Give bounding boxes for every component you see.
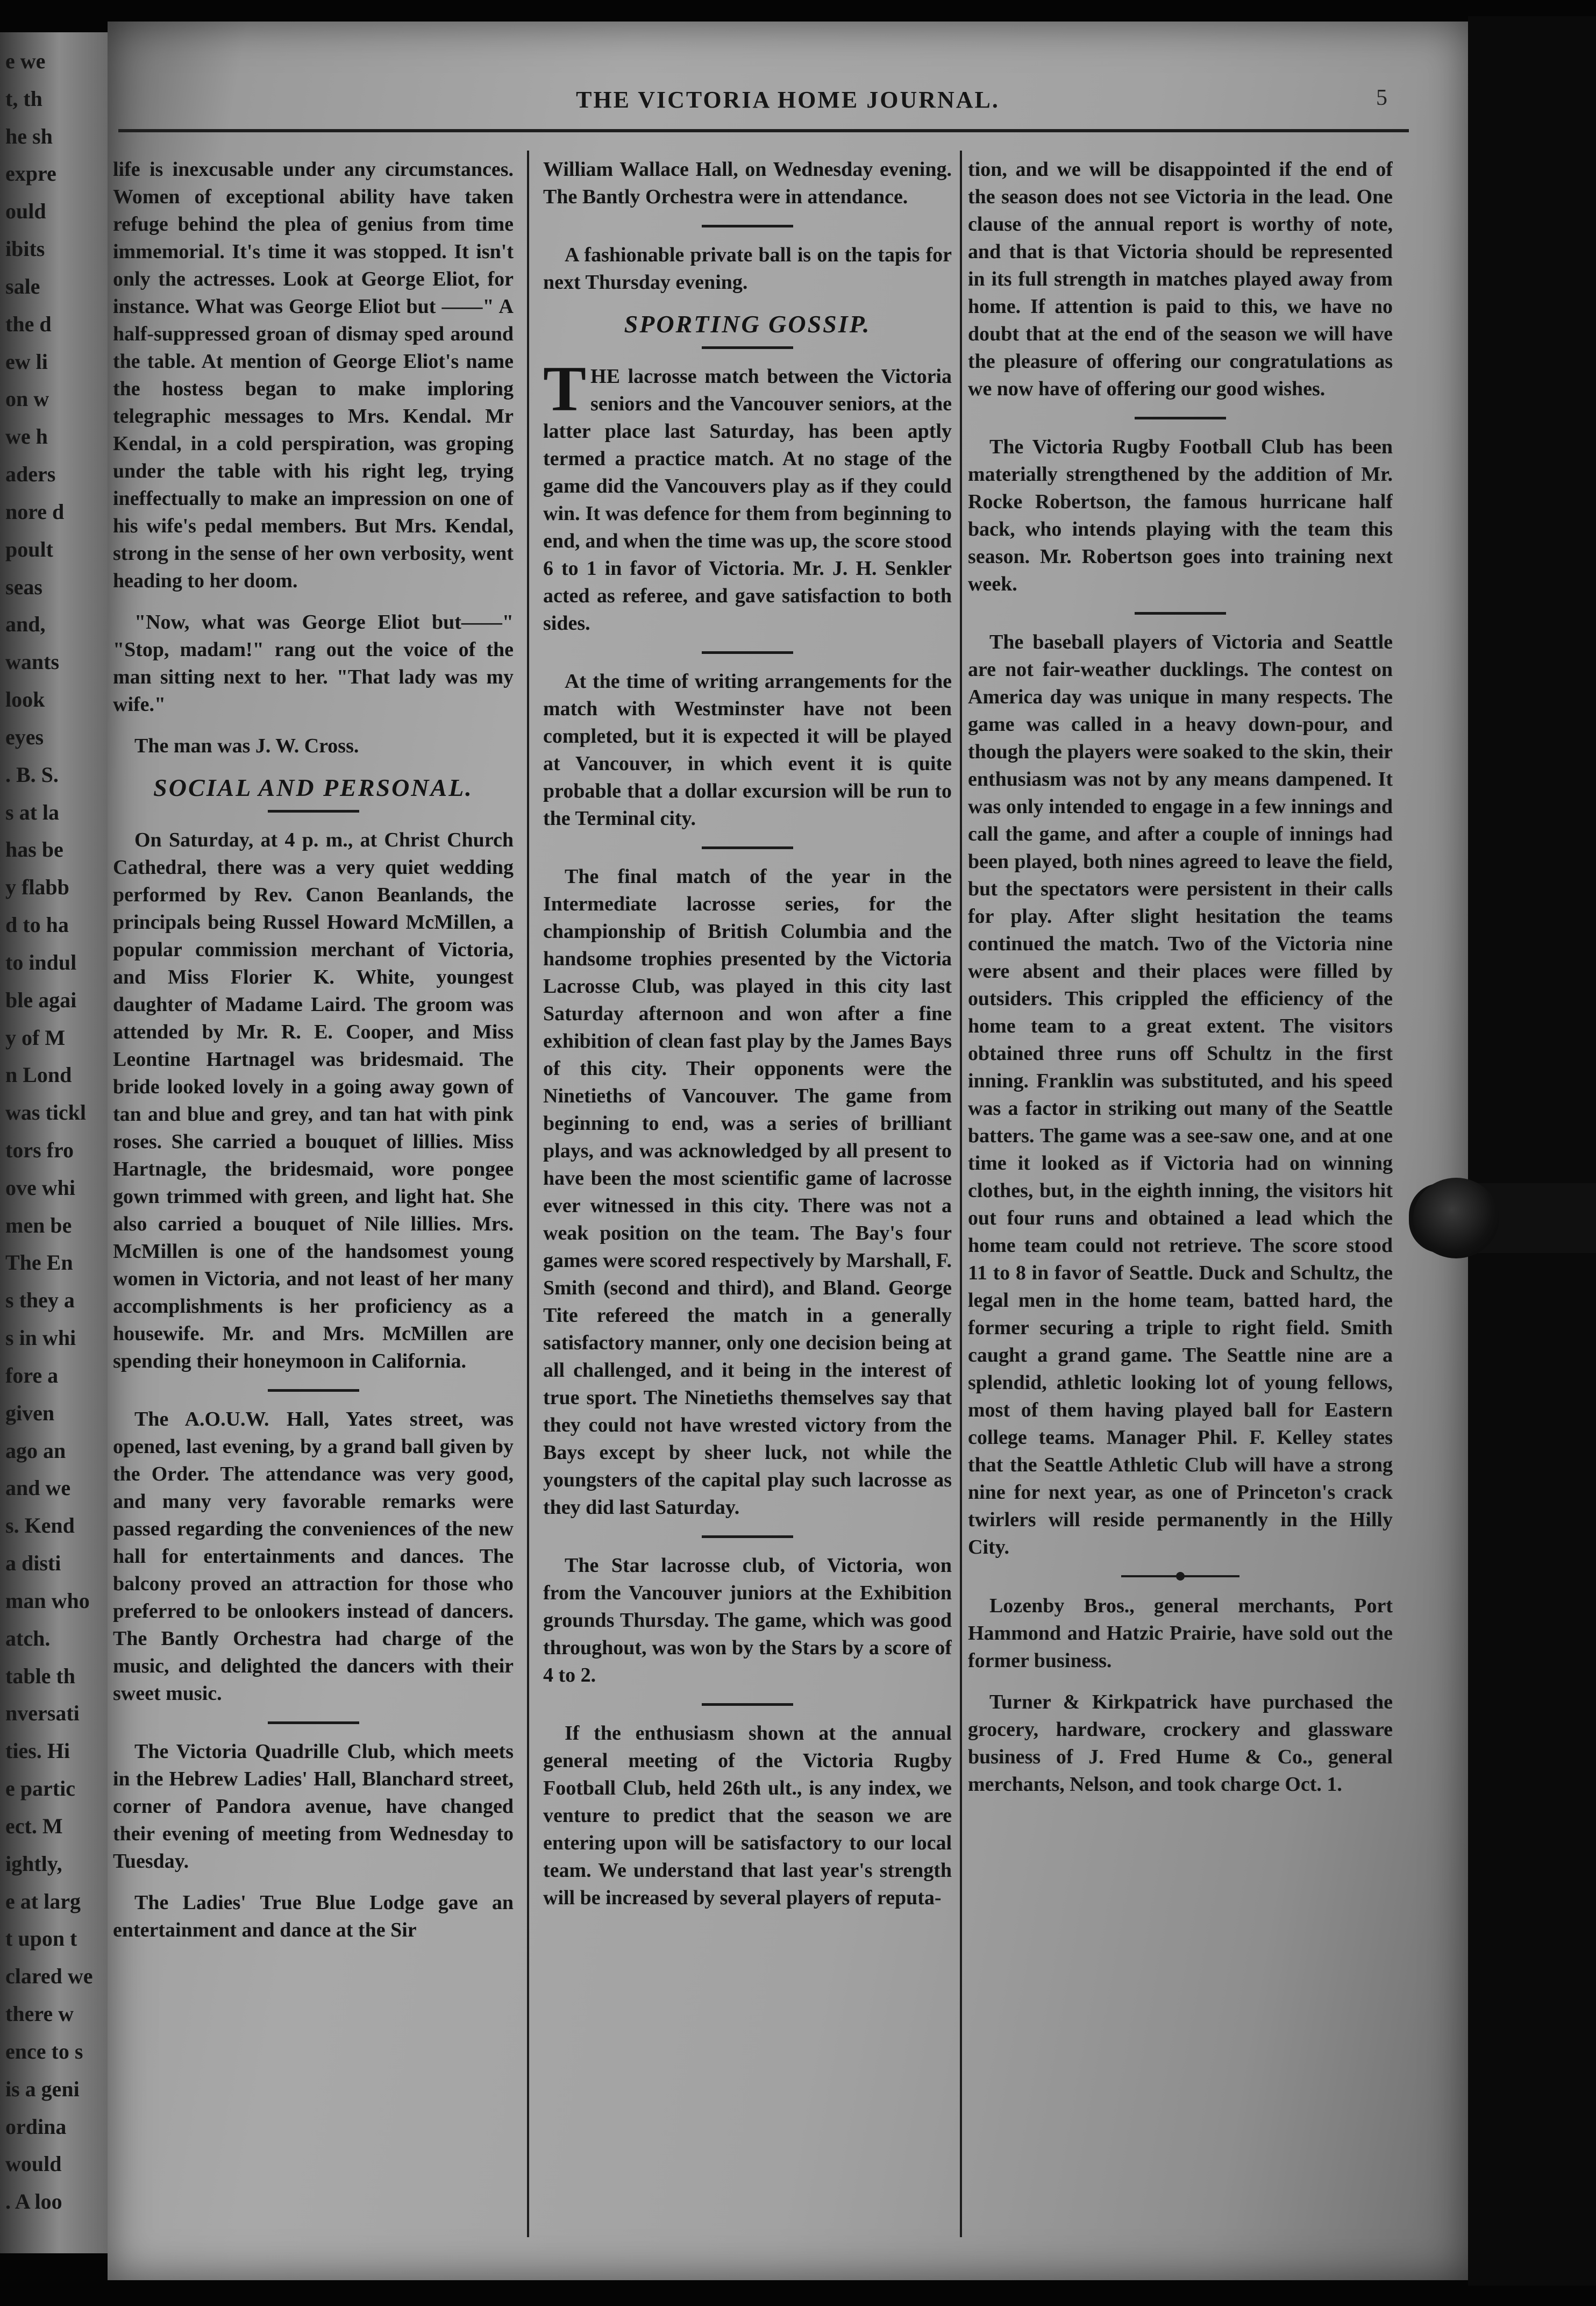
article-paragraph: The A.O.U.W. Hall, Yates street, was opened, last evening, by a grand ball given by the Order. The attendance was very good, and many very favorable remarks were passed regarding the conveniences of the new hall for entertainments and dances. The balcony proved an attraction for those who preferred to be onlookers instead of dancers. The Bantly Orchestra had charge of the music, and delighted the dancers with their sweet music. [113,1408,514,1705]
adjacent-page-text: s at la [5,800,59,824]
separator [702,651,793,654]
adjacent-page-text: sale [5,274,40,298]
adjacent-page-text: ordina [5,2114,67,2139]
adjacent-page-text: ould [5,199,46,224]
article-paragraph: A fashionable private ball is on the tapis for next Thursday evening. [543,244,952,294]
adjacent-page-text: y of M [5,1025,66,1050]
section-heading: SPORTING GOSSIP. [624,310,871,338]
article-paragraph: "Now, what was George Eliot but——" "Stop, madam!" rang out the voice of the man sitting next to her. "That lady was my wife." [113,611,514,716]
adjacent-page-text: ties. Hi [5,1739,70,1763]
adjacent-page-text: e we [5,49,46,73]
separator [1135,417,1226,419]
article-paragraph: Lozenby Bros., general merchants, Port Hammond and Hatzic Prairie, have sold out the former business. [968,1595,1393,1672]
adjacent-page-text: s. Kend [5,1513,75,1538]
article-paragraph: The final match of the year in the Intermediate lacrosse series, for the championship of British Columbia and the handsome trophies presented by the Victoria Lacrosse Club, was played in this city last Saturday afternoon and won after a fine exhibition of clean fast play by the James Bays of this city. Their opponents were the Ninetieths of Vancouver. The game from beginning to end, was a series of brilliant plays, and was acknowledged by all present to have been the most scientific game of lacrosse ever witnessed in this city. There was not a weak position on the team. The Bay's four games were scored respectively by Marshall, F. Smith (second and third), and Bland. George Tite refereed the match in a generally satisfactory manner, only one decision being at all challenged, and it being in the interest of true sport. The Ninetieths themselves say that they could not have wrested victory from the Bays except by sheer luck, not while the youngsters of the capital play such lacrosse as they did last Saturday. [543,865,952,1519]
adjacent-page-text: t upon t [5,1926,77,1951]
separator [268,1721,359,1724]
adjacent-page-text: and, [5,612,46,637]
masthead-rule [118,129,1409,132]
adjacent-page-text: look [5,687,45,712]
adjacent-page-text: man who [5,1588,90,1613]
article-paragraph: Turner & Kirkpatrick have purchased the grocery, hardware, crockery and glassware business of J. Fred Hume & Co., general merchants, Nelson, and took charge Oct. 1. [968,1691,1393,1796]
adjacent-page-text: n Lond [5,1063,72,1087]
newspaper-page [108,22,1468,2280]
adjacent-page-text: . A loo [5,2189,62,2214]
adjacent-page-text: ightly, [5,1851,62,1876]
adjacent-page-text: is a geni [5,2076,80,2101]
separator [702,846,793,849]
separator [1121,1575,1239,1577]
adjacent-page-text: ove whi [5,1175,75,1200]
separator [702,1703,793,1706]
column-1 [113,156,514,2253]
adjacent-page-text: e partic [5,1776,75,1801]
adjacent-page-text: aders [5,462,56,487]
adjacent-page-text: e at larg [5,1889,81,1913]
adjacent-page-text: table th [5,1663,75,1688]
masthead: THE VICTORIA HOME JOURNAL. [576,87,1000,113]
adjacent-page-text: and we [5,1476,71,1500]
page-number: 5 [1376,86,1387,110]
adjacent-page-text: atch. [5,1626,51,1650]
adjacent-page-text: ect. M [5,1813,63,1838]
separator [702,1535,793,1538]
adjacent-page-text: we h [5,424,48,449]
adjacent-page-text: to indul [5,950,77,974]
article-paragraph: If the enthusiasm shown at the annual general meeting of the Victoria Rugby Football Club, held 26th ult., is any index, we venture to predict that the season we are entering upon will be satisfactory to our local team. We understand that last year's strength will be increased by several players of reputa- [543,1722,952,1909]
article-paragraph: The baseball players of Victoria and Seattle are not fair-weather ducklings. The contest on America day was unique in many respects. The game was called in a heavy down-pour, and though the players were soaked to the skin, their enthusiasm was not by any means dampened. It was only intended to engage in a few innings and call the game, and after a couple of innings had been played, both nines agreed to leave the field, but the spectators were persistent in their calls for play. After slight hesitation the teams continued the match. Two of the Victoria nine were absent and their places were filled by outsiders. This crippled the efficiency of the home team to a great extent. The visitors obtained three runs off Schultz in the first inning. Franklin was substituted, and his speed was a factor in striking out many of the Seattle batters. The game was a see-saw one, and at one time it looked as if Victoria had on winning clothes, but, in the eighth inning, the visitors hit out four runs and obtained a lead which the home team could not retrieve. The score stood 11 to 8 in favor of Seattle. Duck and Schultz, the legal men in the home team, batted hard, the former securing a triple to right field. Smith caught a grand game. The Seattle nine are a splendid, athletic looking lot of young fellows, most of them having played ball for Eastern college teams. Manager Phil. F. Kelley states that the Seattle Athletic Club will have a strong nine for next year, as one of Princeton's crack twirlers will reside permanently in the Hilly City. [968,631,1393,1558]
adjacent-page-text: eyes [5,724,44,749]
adjacent-page-text: expre [5,161,56,186]
adjacent-page-text: ble agai [5,987,77,1012]
adjacent-page-text: there w [5,2002,74,2026]
adjacent-page-text: fore a [5,1363,59,1387]
adjacent-page-text: seas [5,574,42,599]
adjacent-page-text: given [5,1400,55,1425]
article-paragraph: The Victoria Quadrille Club, which meets in the Hebrew Ladies' Hall, Blanchard street, corner of Pandora avenue, have changed their evening of meeting from Wednesday to Tuesday. [113,1740,514,1873]
adjacent-page-text: ago an [5,1438,66,1463]
adjacent-page-text: was tickl [5,1100,86,1125]
column-2 [543,156,952,2253]
adjacent-page-text: d to ha [5,913,69,937]
column-rule [527,151,529,2237]
article-paragraph: The man was J. W. Cross. [134,735,359,757]
adjacent-page-text: tors fro [5,1138,74,1162]
article-paragraph: William Wallace Hall, on Wednesday evening. The Bantly Orchestra were in attendance. [543,158,952,208]
article-paragraph: The Star lacrosse club, of Victoria, won from the Vancouver juniors at the Exhibition grounds Thursday. The game, which was good throughout, was won by the Stars by a score of 4 to 2. [543,1554,952,1686]
adjacent-page-text: ew li [5,349,48,374]
separator [702,346,793,349]
adjacent-page-text: . B. S. [5,762,59,787]
adjacent-page-text: nore d [5,499,65,524]
adjacent-page-text: poult [5,537,53,561]
separator [1135,612,1226,615]
adjacent-page-text: s in whi [5,1326,76,1350]
article-paragraph: The Victoria Rugby Football Club has been materially strengthened by the addition of Mr. Rocke Robertson, the famous hurricane half back, who intends playing with the team this season. Mr. Robertson goes into training next week. [968,436,1393,595]
column-rule [960,151,962,2237]
separator [268,1389,359,1392]
adjacent-page-text: y flabb [5,875,69,900]
adjacent-page-text: nversati [5,1701,80,1726]
article-paragraph: tion, and we will be disappointed if the end of the season does not see Victoria in the lead. One clause of the annual report is worthy of note, and that is that Victoria should be represented in its full strength in matches played away from home. If attention is paid to this, we have no doubt that at the end of the season we will have the pleasure of offering our congratulations as we now have of offering our good wishes. [968,158,1393,400]
adjacent-page-fragment [0,32,108,2253]
adjacent-page-text: has be [5,837,63,862]
article-paragraph: At the time of writing arrangements for the match with Westminster have not been completed, but it is expected it will be played at Vancouver, in which event it is quite probable that a dollar excursion will be run to the Terminal city. [543,670,952,830]
adjacent-page-text: would [5,2152,62,2176]
adjacent-page-text: clared we [5,1964,93,1989]
adjacent-page-text: ibits [5,237,45,261]
column-3 [968,156,1393,2253]
article-paragraph: On Saturday, at 4 p. m., at Christ Church Cathedral, there was a very quiet wedding performed by Rev. Canon Beanlands, the principals being Russel Howard McMillen, a popular commission merchant of Victoria, and Miss Florier K. White, youngest daughter of Madame Laird. The groom was attended by Mr. R. E. Cooper, and Miss Leontine Hartnagel was bridesmaid. The bride looked lovely in a going away gown of tan and blue and grey, and tan hat with pink roses. She carried a bouquet of lillies. Miss Hartnagle, the bridesmaid, wore pongee gown trimmed with green, and light hat. She also carried a bouquet of Nile lillies. Mrs. McMillen is one of the handsomest young women in Victoria, and not least of her many accomplishments is her proficiency as a housewife. Mr. and Mrs. McMillen are spending their honeymoon in California. [113,829,514,1372]
binder-clip [1409,1151,1596,1285]
separator [268,810,359,813]
adjacent-page-text: the d [5,311,52,336]
article-paragraph: The Ladies' True Blue Lodge gave an entertainment and dance at the Sir [113,1891,514,1941]
adjacent-page-text: he sh [5,124,53,148]
adjacent-page-text: on w [5,387,49,411]
article-paragraph: THE lacrosse match between the Victoria seniors and the Vancouver seniors, at the latter place last Saturday, has been aptly termed a practice match. At no stage of the game did the Vancouvers play as if they could win. It was defence for them from beginning to end, and when the time was up, the score stood 6 to 1 in favor of Victoria. Mr. J. H. Senkler acted as referee, and gave satisfaction to both sides. [543,353,952,635]
adjacent-page-text: ence to s [5,2039,83,2063]
article-paragraph: life is inexcusable under any circumstances. Women of exceptional ability have taken refuge behind the plea of genius from time immemorial. It's time it was stopped. It isn't only the actresses. Look at George Eliot, for instance. What was George Eliot but ——" A half-suppressed groan of dismay sped around the table. At mention of George Eliot's name the hostess began to make imploring telegraphic messages to Mrs. Kendal. Mr Kendal, in a cold perspiration, was groping under the table with his right leg, trying ineffectually to make an impression on one of his wife's pedal members. But Mrs. Kendal, strong in the sense of her own verbosity, went heading to her doom. [113,158,514,592]
adjacent-page-text: The En [5,1250,73,1275]
adjacent-page-text: wants [5,650,60,674]
binder-clip-knob [1413,1178,1499,1258]
section-heading: SOCIAL AND PERSONAL. [153,774,473,801]
adjacent-page-text: a disti [5,1551,61,1576]
separator [702,225,793,227]
adjacent-page-text: men be [5,1213,72,1237]
adjacent-page-text: t, th [5,86,42,111]
adjacent-page-text: s they a [5,1288,75,1313]
